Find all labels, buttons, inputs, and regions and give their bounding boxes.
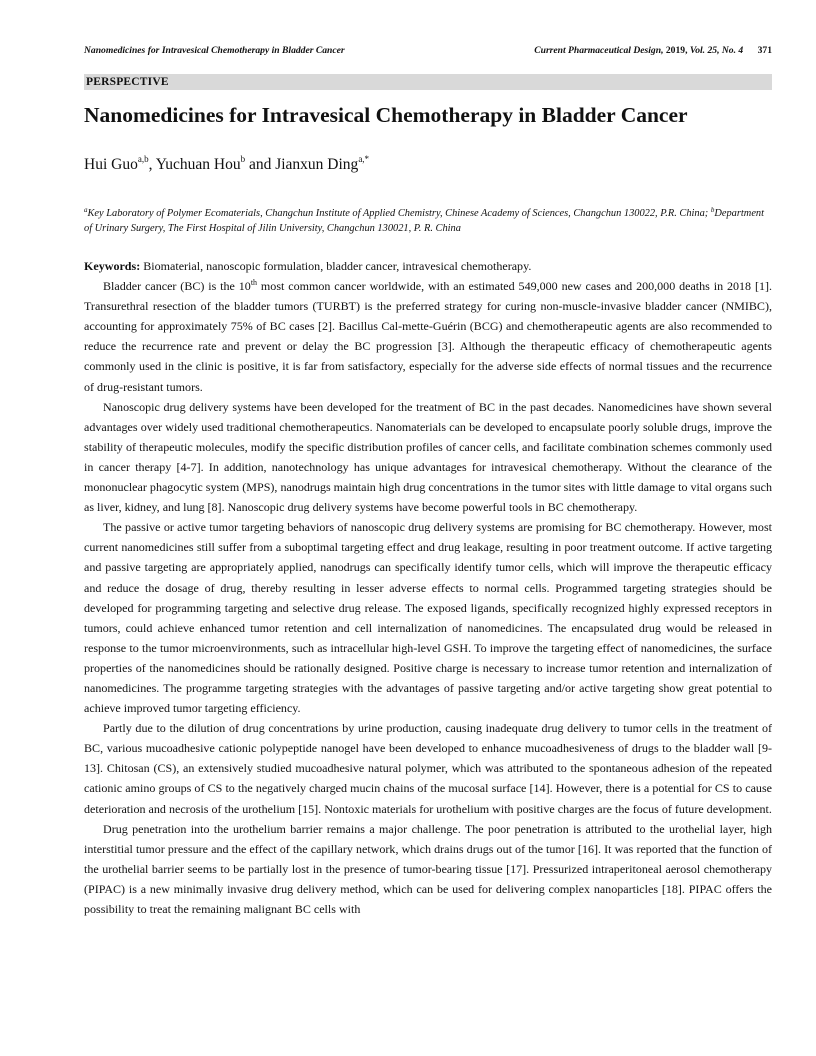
journal-volume: Vol. 25,	[689, 45, 720, 56]
page-number: 371	[757, 45, 772, 56]
keywords-text: Biomaterial, nanoscopic formulation, bladder cancer, intravesical chemotherapy.	[140, 259, 532, 273]
affiliation-a: Key Laboratory of Polymer Ecomaterials, Changchun Institute of Applied Chemistry, Chinese Academy of Sciences, Changchun 130022, P.R. China;	[87, 208, 711, 219]
author-list	[84, 156, 369, 174]
affiliation-mark: b	[710, 206, 715, 214]
journal-issue: No. 4	[721, 45, 744, 56]
author-name: Yuchuan Hou	[155, 156, 241, 173]
running-head-title: Nanomedicines for Intravesical Chemotherapy in Bladder Cancer	[84, 45, 345, 56]
journal-name: Current Pharmaceutical Design,	[534, 45, 664, 56]
article-title: Nanomedicines for Intravesical Chemotherapy in Bladder Cancer	[84, 103, 688, 127]
affiliations	[84, 206, 774, 236]
author-separator: and	[245, 156, 276, 173]
running-head	[84, 45, 772, 59]
author-name: Jianxun Ding	[275, 156, 359, 173]
journal-year: 2019,	[665, 45, 688, 56]
running-head-citation	[534, 45, 772, 56]
paragraph	[84, 276, 772, 397]
author-separator: ,	[148, 156, 156, 173]
author-affiliation-mark: b	[240, 154, 246, 164]
keywords-label: Keywords:	[84, 259, 141, 273]
author-affiliation-mark: a,b	[137, 154, 149, 164]
author-affiliation-mark: a,*	[358, 154, 370, 164]
affiliation-mark: a	[84, 206, 88, 214]
paragraph: Drug penetration into the urothelium barrier remains a major challenge. The poor penetration is attributed to the urothelial layer, high interstitial tumor pressure and the effect of the capillary network, which drains drugs out of the tumor [16]. It was reported that the function of the urothelial barrier seems to be partially lost in the presence of tumor-bearing tissue [17]. Pressurized intraperitoneal aerosol chemotherapy (PIPAC) is a new minimally invasive drug delivery method, which can be used for delivering complex nanoparticles [18]. PIPAC offers the possibility to treat the remaining malignant BC cells with	[84, 821, 772, 916]
paragraph: Partly due to the dilution of drug concentrations by urine production, causing inadequate drug delivery to tumor cells in the treatment of BC, various mucoadhesive cationic polypeptide nanogel have been developed to enhance mucoadhesiveness of drugs to the bladder wall [9-13]. Chitosan (CS), an extensively studied mucoadhesive natural polymer, which was attributed to the spontaneous adhesion of the repeated cationic amino groups of CS to the negatively charged mucin chains of the mucosal surface [14]. However, there is a potential for CS to cause deterioration and necrosis of the urothelium [15]. Nontoxic materials for urothelium with positive charges are the focus of future development.	[84, 721, 772, 816]
article-body	[84, 256, 772, 919]
affiliation-b: Department of Urinary Surgery, The First Hospital of Jilin University, Changchun 130021, P. R. China	[84, 208, 765, 234]
ordinal-superscript: th	[250, 278, 258, 288]
paragraph: The passive or active tumor targeting behaviors of nanoscopic drug delivery systems are promising for BC chemotherapy. However, most current nanomedicines still suffer from a suboptimal targeting effect and drug leakage, resulting in poor treatment outcome. If active targeting and passive targeting are appropriately applied, nanodrugs can specifically identify tumor cells, which will improve the therapeutic efficacy and reduce the dosage of drug, thereby resulting in lesser adverse effects to normal cells. Programmed targeting strategies should be developed for programming targeting and selective drug release. The exposed ligands, specifically recognized highly expressed receptors in tumors, could achieve enhanced tumor retention and cell internalization of nanomedicines. The encapsulated drug would be released in response to the tumor microenvironments, such as intracellular high-level GSH. To improve the targeting effect of nanomedicines, the surface properties of the nanomedicines should be rationally designed. Positive charge is necessary to increase tumor retention and internalization of nanomedicines. The programme targeting strategies with the advantages of passive targeting and/or active targeting show great potential to achieve improved tumor targeting efficiency.	[84, 520, 772, 716]
paragraph-text: most common cancer worldwide, with an estimated 549,000 new cases and 200,000 deaths in 2018 [1]. Transurethral resection of the bladder tumors (TURBT) is the preferred strategy for curing non-muscle-invasive bladder cancer (NMIBC), accounting for approximately 75% of BC cases [2]. Bacillus Cal-mette-Guérin (BCG) and chemotherapeutic agents are also recommended to reduce the recurrence rate and prevent or delay the BC progression [3]. Although the therapeutic efficacy of chemotherapeutic agents commonly used in the clinic is positive, it is far from satisfactory, especially for the adverse side effects of normal tissues and the recurrence of drug-resistant tumors.	[84, 279, 773, 394]
paragraph-text: Bladder cancer (BC) is the 10	[103, 279, 251, 294]
paragraph: Nanoscopic drug delivery systems have been developed for the treatment of BC in the past decades. Nanomedicines have shown several advantages over widely used traditional chemotherapeutics. Nanomaterials can be developed to encapsulate poorly soluble drugs, improve the stability of therapeutic molecules, modify the specific distribution profiles of cancer cells, and facilitate combination schemes commonly used in cancer therapy [4-7]. In addition, nanotechnology has unique advantages for intravesical chemotherapy. Without the clearance of the mononuclear phagocytic system (MPS), nanodrugs maintain high drug concentrations in the tumor sites with little damage to vital organs such as liver, kidney, and lung [8]. Nanoscopic drug delivery systems have become powerful tools in BC chemotherapy.	[84, 399, 772, 515]
keywords	[84, 256, 772, 276]
author-name: Hui Guo	[84, 156, 138, 173]
section-label-bar: PERSPECTIVE	[84, 74, 772, 90]
